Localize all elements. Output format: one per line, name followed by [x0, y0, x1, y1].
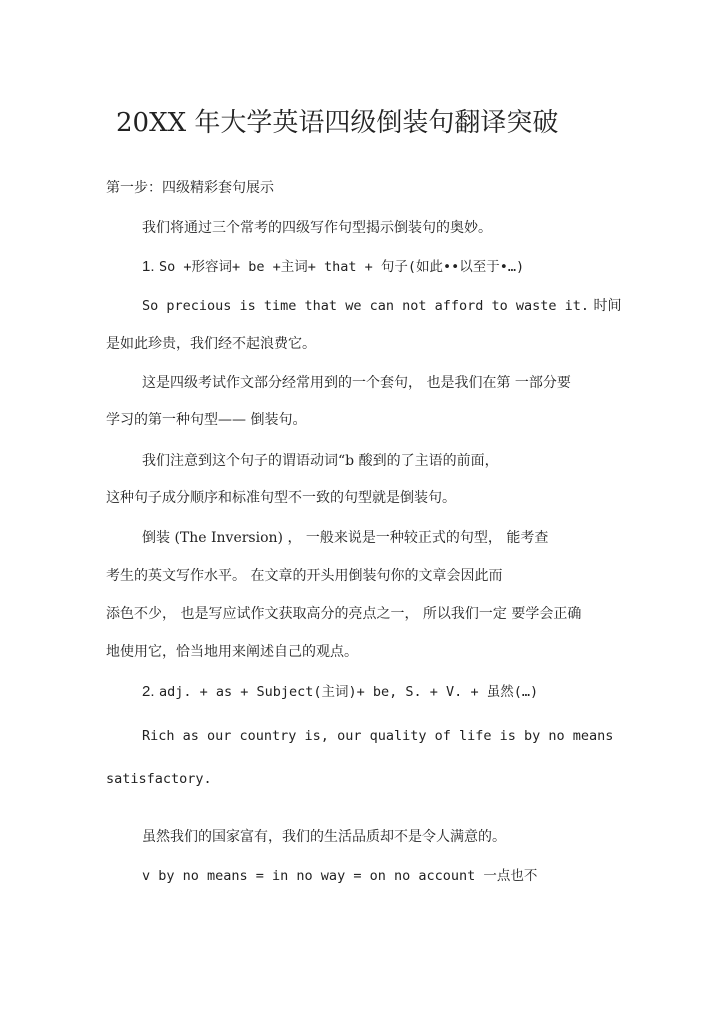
paragraph-3-line-2: 考生的英文写作水平。 在文章的开头用倒装句你的文章会因此而 — [106, 568, 503, 584]
example-1-chinese-end: 是如此珍贵，我们经不起浪费它。 — [106, 336, 316, 352]
pattern-1 — [142, 258, 524, 276]
example-1-line-1 — [142, 297, 621, 315]
paragraph-3-line-4: 地使用它，恰当地用来阐述自己的观点。 — [106, 644, 358, 660]
paragraph-1-line-1: 这是四级考试作文部分经常用到的一个套句， 也是我们在第 一部分要 — [142, 375, 571, 391]
intro-paragraph: 我们将通过三个常考的四级写作句型揭示倒装句的奥妙。 — [142, 220, 492, 236]
example-2-chinese: 虽然我们的国家富有，我们的生活品质却不是令人满意的。 — [142, 829, 506, 845]
vocabulary-note: v by no means = in no way = on no account 一点也不 — [142, 868, 538, 884]
paragraph-1-line-2: 学习的第一种句型—— 倒装句。 — [106, 412, 307, 428]
example-2-english-line-1: Rich as our country is, our quality of life is by no means — [142, 728, 614, 744]
example-1-english: So precious is time that we can not afford to waste it. — [142, 298, 590, 314]
document-title: 20XX 年大学英语四级倒装句翻译突破 — [116, 108, 559, 138]
pattern-2-number: 2. — [142, 683, 155, 700]
pattern-1-number: 1. — [142, 258, 155, 275]
pattern-1-formula: So +形容词+ be +主词+ that + 句子(如此••以至于•…) — [158, 259, 525, 275]
paragraph-2-line-2: 这种句子成分顺序和标准句型不一致的句型就是倒装句。 — [106, 490, 456, 506]
step-heading: 第一步：四级精彩套句展示 — [106, 180, 274, 196]
paragraph-2-line-1: 我们注意到这个句子的谓语动词“b 酸到的了主语的前面， — [142, 453, 499, 469]
paragraph-3-line-1: 倒装 (The Inversion) ， 一般来说是一种较正式的句型， 能考查 — [142, 530, 549, 546]
pattern-2 — [142, 683, 538, 701]
example-2-english-line-2: satisfactory. — [106, 771, 212, 787]
paragraph-3-line-3: 添色不少， 也是写应试作文获取高分的亮点之一， 所以我们一定 要学会正确 — [106, 606, 582, 622]
pattern-2-formula: adj. + as + Subject(主词)+ be, S. + V. + 虽然(…) — [158, 684, 539, 700]
example-1-chinese-start: 时间 — [593, 298, 622, 314]
